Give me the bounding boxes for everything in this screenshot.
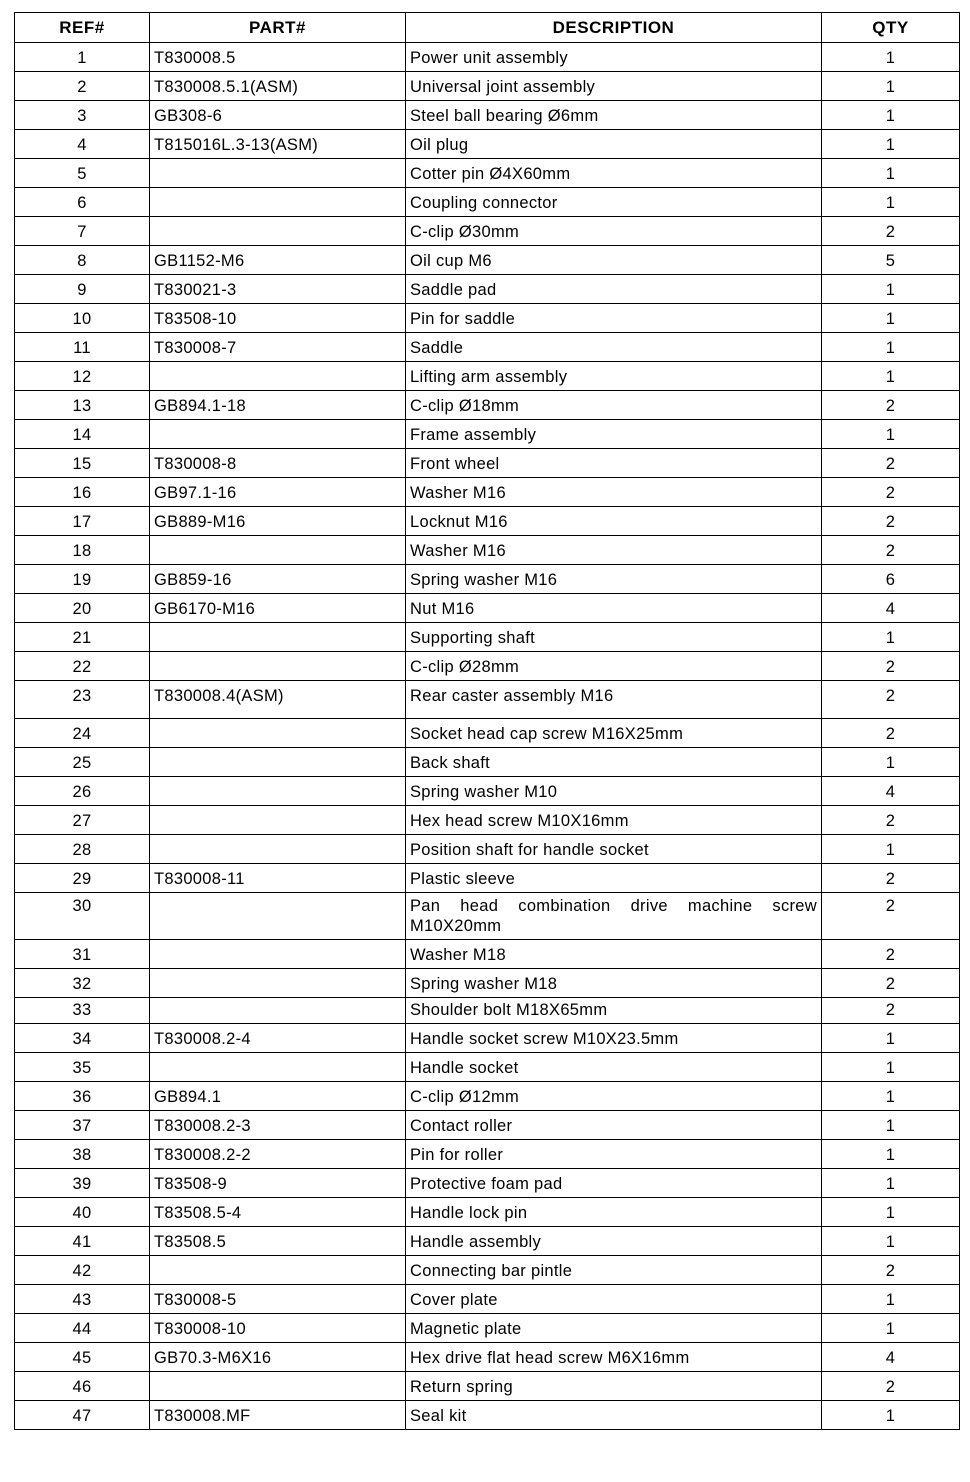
ref-cell: 44 [15,1314,150,1343]
ref-cell: 32 [15,969,150,998]
ref-cell: 14 [15,420,150,449]
table-row [15,565,960,594]
ref-cell: 41 [15,1227,150,1256]
qty-cell: 2 [822,681,960,719]
qty-cell: 2 [822,719,960,748]
table-row [15,362,960,391]
qty-cell: 1 [822,1285,960,1314]
part-number-cell [150,1256,406,1285]
table-row [15,130,960,159]
qty-cell: 1 [822,188,960,217]
description-cell: Hex drive flat head screw M6X16mm [406,1343,822,1372]
ref-cell: 23 [15,681,150,719]
table-row [15,998,960,1024]
table-row [15,652,960,681]
qty-cell: 1 [822,72,960,101]
description-cell: Washer M18 [406,940,822,969]
ref-cell: 19 [15,565,150,594]
description-cell: Saddle pad [406,275,822,304]
description-cell: Steel ball bearing Ø6mm [406,101,822,130]
description-cell: Contact roller [406,1111,822,1140]
part-number-cell [150,748,406,777]
part-number-cell [150,188,406,217]
qty-cell: 2 [822,449,960,478]
description-cell: Front wheel [406,449,822,478]
qty-cell: 1 [822,623,960,652]
ref-cell: 15 [15,449,150,478]
ref-cell: 46 [15,1372,150,1401]
qty-cell: 1 [822,1111,960,1140]
table-row [15,159,960,188]
qty-cell: 1 [822,159,960,188]
description-cell: Magnetic plate [406,1314,822,1343]
qty-cell: 1 [822,835,960,864]
qty-cell: 2 [822,969,960,998]
description-cell: C-clip Ø18mm [406,391,822,420]
table-row [15,1372,960,1401]
table-row [15,864,960,893]
description-cell: Rear caster assembly M16 [406,681,822,719]
table-row [15,217,960,246]
part-number-cell [150,969,406,998]
table-row [15,333,960,362]
ref-cell: 39 [15,1169,150,1198]
description-cell: C-clip Ø12mm [406,1082,822,1111]
qty-cell: 2 [822,998,960,1024]
table-row [15,1111,960,1140]
description-cell: Pin for saddle [406,304,822,333]
table-row [15,507,960,536]
description-cell: Cotter pin Ø4X60mm [406,159,822,188]
description-cell: Spring washer M18 [406,969,822,998]
table-row [15,1256,960,1285]
table-row [15,449,960,478]
table-row [15,719,960,748]
qty-cell: 2 [822,1256,960,1285]
ref-cell: 36 [15,1082,150,1111]
qty-cell: 2 [822,478,960,507]
table-row [15,893,960,940]
part-number-cell: T830008-11 [150,864,406,893]
qty-cell: 1 [822,304,960,333]
table-row [15,1082,960,1111]
ref-cell: 9 [15,275,150,304]
part-number-cell [150,652,406,681]
qty-cell: 1 [822,1024,960,1053]
part-number-cell [150,362,406,391]
part-number-cell: GB70.3-M6X16 [150,1343,406,1372]
table-row [15,969,960,998]
description-cell: Locknut M16 [406,507,822,536]
part-number-cell: GB889-M16 [150,507,406,536]
table-row [15,43,960,72]
qty-cell: 2 [822,893,960,940]
ref-cell: 47 [15,1401,150,1430]
qty-cell: 1 [822,1227,960,1256]
ref-cell: 12 [15,362,150,391]
qty-cell: 4 [822,594,960,623]
ref-cell: 22 [15,652,150,681]
ref-cell: 38 [15,1140,150,1169]
table-row [15,1140,960,1169]
table-row [15,188,960,217]
part-number-cell: GB308-6 [150,101,406,130]
ref-cell: 25 [15,748,150,777]
table-row [15,748,960,777]
ref-cell: 4 [15,130,150,159]
description-cell: Protective foam pad [406,1169,822,1198]
table-row [15,1053,960,1082]
qty-cell: 1 [822,333,960,362]
part-number-cell [150,1372,406,1401]
description-cell: Return spring [406,1372,822,1401]
part-number-cell: T830008-7 [150,333,406,362]
ref-cell: 1 [15,43,150,72]
table-row [15,246,960,275]
part-number-cell: GB894.1 [150,1082,406,1111]
qty-cell: 1 [822,43,960,72]
part-number-cell: T830008.2-3 [150,1111,406,1140]
part-number-cell [150,623,406,652]
part-number-cell: T830008.2-2 [150,1140,406,1169]
part-number-cell: T83508-10 [150,304,406,333]
ref-cell: 35 [15,1053,150,1082]
part-number-cell: T830008-10 [150,1314,406,1343]
table-row [15,1285,960,1314]
table-row [15,1314,960,1343]
description-cell: Saddle [406,333,822,362]
description-cell: Hex head screw M10X16mm [406,806,822,835]
table-row [15,101,960,130]
ref-cell: 8 [15,246,150,275]
table-row [15,835,960,864]
qty-cell: 2 [822,1372,960,1401]
description-cell: Pan head combination drive machine screw M10X20mm [406,893,822,940]
ref-cell: 10 [15,304,150,333]
part-number-cell: T83508-9 [150,1169,406,1198]
ref-cell: 37 [15,1111,150,1140]
table-row [15,391,960,420]
qty-cell: 2 [822,806,960,835]
ref-cell: 17 [15,507,150,536]
parts-list-table [14,12,960,1430]
table-row [15,1024,960,1053]
part-number-cell [150,893,406,940]
description-cell: Power unit assembly [406,43,822,72]
qty-cell: 4 [822,1343,960,1372]
table-row [15,536,960,565]
part-number-cell [150,940,406,969]
part-number-cell [150,777,406,806]
qty-cell: 1 [822,1082,960,1111]
ref-cell: 20 [15,594,150,623]
ref-cell: 16 [15,478,150,507]
part-number-cell [150,998,406,1024]
part-number-cell: T830008-5 [150,1285,406,1314]
ref-cell: 28 [15,835,150,864]
part-number-cell: T830008.MF [150,1401,406,1430]
description-cell: Spring washer M10 [406,777,822,806]
ref-cell: 7 [15,217,150,246]
description-cell: C-clip Ø28mm [406,652,822,681]
ref-cell: 43 [15,1285,150,1314]
description-cell: Oil plug [406,130,822,159]
qty-cell: 4 [822,777,960,806]
ref-cell: 2 [15,72,150,101]
description-cell: Spring washer M16 [406,565,822,594]
qty-cell: 1 [822,1169,960,1198]
qty-cell: 2 [822,940,960,969]
description-cell: Frame assembly [406,420,822,449]
description-cell: Washer M16 [406,536,822,565]
qty-cell: 1 [822,1053,960,1082]
description-cell: Socket head cap screw M16X25mm [406,719,822,748]
table-row [15,478,960,507]
description-cell: Nut M16 [406,594,822,623]
part-number-cell [150,1053,406,1082]
qty-cell: 1 [822,1401,960,1430]
qty-cell: 6 [822,565,960,594]
description-cell: Seal kit [406,1401,822,1430]
table-row [15,72,960,101]
part-number-cell: T830008-8 [150,449,406,478]
description-cell: Lifting arm assembly [406,362,822,391]
qty-cell: 1 [822,748,960,777]
description-cell: Universal joint assembly [406,72,822,101]
description-cell: Shoulder bolt M18X65mm [406,998,822,1024]
ref-cell: 42 [15,1256,150,1285]
ref-cell: 18 [15,536,150,565]
qty-cell: 1 [822,362,960,391]
qty-cell: 2 [822,507,960,536]
qty-cell: 5 [822,246,960,275]
table-row [15,1198,960,1227]
qty-cell: 1 [822,101,960,130]
table-row [15,304,960,333]
ref-cell: 31 [15,940,150,969]
description-cell: Handle socket [406,1053,822,1082]
ref-cell: 45 [15,1343,150,1372]
description-cell: Position shaft for handle socket [406,835,822,864]
description-cell: Connecting bar pintle [406,1256,822,1285]
part-number-cell: GB1152-M6 [150,246,406,275]
part-number-cell [150,420,406,449]
description-cell: C-clip Ø30mm [406,217,822,246]
part-number-cell [150,159,406,188]
table-row [15,681,960,719]
part-number-cell: GB97.1-16 [150,478,406,507]
description-cell: Handle lock pin [406,1198,822,1227]
ref-cell: 33 [15,998,150,1024]
part-number-cell: T830021-3 [150,275,406,304]
part-number-cell: T830008.2-4 [150,1024,406,1053]
description-cell: Handle assembly [406,1227,822,1256]
part-number-cell [150,806,406,835]
table-row [15,777,960,806]
description-cell: Plastic sleeve [406,864,822,893]
ref-cell: 27 [15,806,150,835]
part-number-cell: GB6170-M16 [150,594,406,623]
part-number-cell: GB859-16 [150,565,406,594]
ref-cell: 5 [15,159,150,188]
description-cell: Oil cup M6 [406,246,822,275]
qty-cell: 1 [822,1140,960,1169]
part-number-cell [150,835,406,864]
ref-cell: 11 [15,333,150,362]
table-row [15,594,960,623]
ref-cell: 21 [15,623,150,652]
description-cell: Back shaft [406,748,822,777]
qty-cell: 2 [822,217,960,246]
part-number-cell: T830008.4(ASM) [150,681,406,719]
table-row [15,275,960,304]
description-cell: Coupling connector [406,188,822,217]
ref-cell: 26 [15,777,150,806]
qty-cell: 2 [822,652,960,681]
ref-cell: 24 [15,719,150,748]
ref-cell: 40 [15,1198,150,1227]
part-number-cell: T83508.5-4 [150,1198,406,1227]
part-number-cell: GB894.1-18 [150,391,406,420]
qty-cell: 2 [822,536,960,565]
qty-cell: 2 [822,391,960,420]
ref-cell: 34 [15,1024,150,1053]
part-number-cell [150,719,406,748]
description-cell: Cover plate [406,1285,822,1314]
header-part: PART# [150,13,406,43]
header-qty: QTY [822,13,960,43]
description-cell: Supporting shaft [406,623,822,652]
table-row [15,1227,960,1256]
qty-cell: 1 [822,275,960,304]
parts-table-body [15,43,960,1430]
part-number-cell [150,217,406,246]
part-number-cell: T830008.5 [150,43,406,72]
part-number-cell [150,536,406,565]
qty-cell: 1 [822,1198,960,1227]
table-row [15,623,960,652]
table-row [15,1343,960,1372]
part-number-cell: T830008.5.1(ASM) [150,72,406,101]
qty-cell: 1 [822,1314,960,1343]
ref-cell: 3 [15,101,150,130]
description-cell: Washer M16 [406,478,822,507]
qty-cell: 1 [822,420,960,449]
header-ref: REF# [15,13,150,43]
table-row [15,1169,960,1198]
table-header-row [15,13,960,43]
ref-cell: 30 [15,893,150,940]
table-row [15,420,960,449]
part-number-cell: T815016L.3-13(ASM) [150,130,406,159]
qty-cell: 2 [822,864,960,893]
description-cell: Pin for roller [406,1140,822,1169]
ref-cell: 6 [15,188,150,217]
header-description: DESCRIPTION [406,13,822,43]
description-cell: Handle socket screw M10X23.5mm [406,1024,822,1053]
table-row [15,1401,960,1430]
table-row [15,940,960,969]
part-number-cell: T83508.5 [150,1227,406,1256]
ref-cell: 29 [15,864,150,893]
ref-cell: 13 [15,391,150,420]
table-row [15,806,960,835]
qty-cell: 1 [822,130,960,159]
